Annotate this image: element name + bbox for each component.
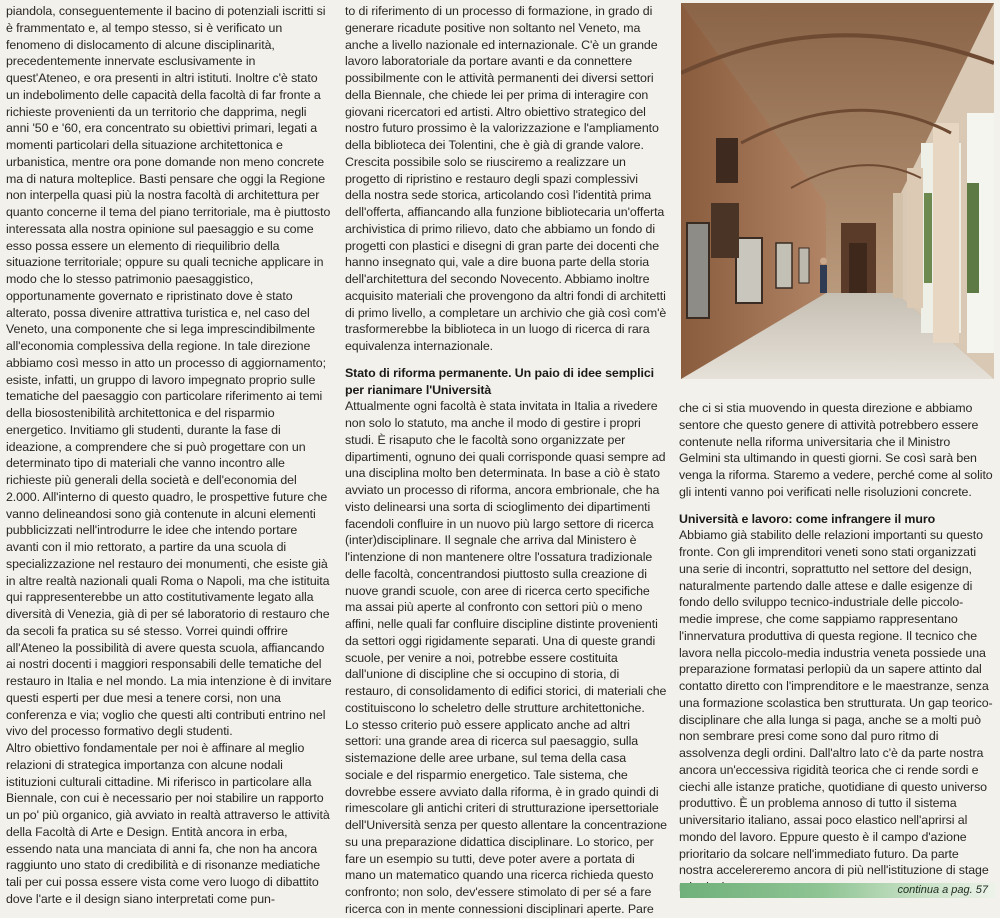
section-heading: Università e lavoro: come infrangere il muro bbox=[679, 511, 936, 526]
text-column-3 bbox=[679, 400, 993, 896]
continued-bar bbox=[680, 883, 996, 898]
paragraph: to di riferimento di un processo di formazione, in grado di generare ricadute positive non soltanto nel Veneto, ma anche a livello nazionale ed internazionale. C'è un grande lavoro laboratoriale da portare avanti e da connettere possibilmente con le attività permanenti dei diversi settori della Biennale, che chiede lei per prima di interagire con giovani ricercatori ed artisti. Altro obiettivo strategico del nostro futuro prossimo è la valorizzazione e l'ampliamento della biblioteca dei Tolentini, che è già di grande valore. Crescita possibile solo se riusciremo a realizzare un progetto di ripristino e restauro degli spazi complessivi della nostra sede storica, articolando così l'identità prima dell'offerta, affiancando alla funzione bibliotecaria un'offerta archivistica di primo rilievo, dato che abbiamo un fondo di progetti con plastici e disegni di gran parte dei docenti che hanno insegnato qui, vale a dire buona parte della storia dell'architettura del secondo Novecento. Abbiamo inoltre acquisito materiali che provengono da altri fondi di architetti di primo livello, a completare un archivio che già così com'è trasformerebbe la biblioteca in un luogo di ricerca di rara equivalenza internazionale. bbox=[345, 4, 667, 353]
paragraph: piandola, conseguentemente il bacino di potenziali iscritti si è frammentato e, al tempo stesso, si è verificato un fenomeno di dislocamento di alcune disciplinarità, precedentemente innervate esclusivamente in quest'Ateneo, e ora presenti in altri istituti. Inoltre c'è stato un indebolimento delle capacità della facoltà di far fronte a richieste provenienti da un territorio che dapprima, negli anni '50 e '60, era concentrato su obiettivi primari, legati a momenti particolari della situazione architettonica e urbanistica, mentre ora pone domande non meno concrete ma di natura molteplice. Basti pensare che oggi la Regione non interpella quasi più la nostra facoltà di architettura per quanto concerne il tema del piano territoriale, ma è piuttosto interessata alla nostra opinione sul paesaggio e su come esso possa essere un elemento di riequilibrio della situazione territoriale; oppure su quali tecniche applicare in modo che lo stesso patrimonio paesaggistico, opportunamente governato e ripristinato dove è stato alterato, possa divenire attrattiva turistica e, nel caso del Veneto, una componente che si lega imprescindibilmente all'economia complessiva della regione. In tale direzione abbiamo così messo in atto un processo di aggiornamento; esiste, infatti, un gruppo di lavoro impegnato proprio sulle tematiche del paesaggio con particolare riferimento ai temi della biosostenibilità architettonica e del risparmio energetico. Invitiamo gli studenti, durante la fase di ideazione, a comprendere che si può progettare con un determinato tipo di materiali che vanno incontro alle richieste più generali della società e dell'economia del 2.000. All'interno di questo quadro, le prospettive future che vanno delineandosi sono già contenute in alcuni elementi pubblicizzati nell'introdurre le idee che intendo portare avanti con il mio rettorato, a partire da una scuola di specializzazione nel restauro dei monumenti, che esiste già in altre realtà nazionali quali Roma o Napoli, ma che istituita qui rappresenterebbe un atto costitutivamente legato alla diversità di Venezia, già di per sé laboratorio di restauro che da secoli fa pratica su sé stesso. Vorrei quindi offrire all'Ateneo la possibilità di avere questa scuola, affiancando ai nostri docenti i maggiori responsabili delle tematiche del restauro in Italia e nel mondo. La mia intenzione è di invitare questi esperti per due mesi a tenere corsi, non una conferenza e via; voglio che questi alti contributi entrino nel vivo del processo formativo degli studenti. bbox=[6, 4, 332, 739]
paragraph: Altro obiettivo fondamentale per noi è affinare al meglio relazioni di strategica importanza con alcune nodali istituzioni culturali cittadine. Mi riferisco in particolare alla Biennale, con cui è necessario per noi stabilire un rapporto un po' più organico, già avviato in realtà attraverso le attività della Facoltà di Arte e Design. Entità ancora in erba, essendo nata una manciata di anni fa, che non ha ancora raggiunto uno stato di credibilità e di risonanze mediatiche tali per cui possa essere vista come vero luogo di dibattito dove l'arte e il design siano interpretati come pun- bbox=[6, 741, 330, 906]
section-heading: Stato di riforma permanente. Un paio di idee semplici per rianimare l'Università bbox=[345, 365, 655, 397]
continued-on-page-link[interactable]: continua a pag. 57 bbox=[897, 884, 988, 896]
portico-photo bbox=[681, 3, 994, 379]
text-column-2 bbox=[345, 3, 667, 918]
paragraph: che ci si stia muovendo in questa direzione e abbiamo sentore che questo genere di attività potrebbero essere contenute nella riforma universitaria che il Ministro Gelmini sta ultimando in questi giorni. Se così sarà ben venga la riforma. Staremo a vedere, perché come al solito gli intenti vanno poi verificati nelle risoluzioni concrete. bbox=[679, 401, 993, 499]
paragraph: Lo stesso criterio può essere applicato anche ad altri settori: una grande area di ricerca sul paesaggio, sulla sistemazione delle aree urbane, sul tema della casa sociale e del risparmio energetico. Tale sistema, che dovrebbe essere avviato dalla riforma, è in grado quindi di rimescolare gli antichi criteri di strutturazione ipersettoriale dell'Università senza per questo allentare la concentrazione su una preparazione didattica disciplinare. Lo storico, per fare un esempio su tutti, deve poter avere a portata di mano un matematico quando una ricerca richieda questo confronto; non solo, dev'essere stimolato di per sé a fare ricerca con in mente connessioni disciplinari aperte. Pare bbox=[345, 717, 667, 916]
paragraph: Abbiamo già stabilito delle relazioni importanti su questo fronte. Con gli imprenditori veneti sono stati organizzati una serie di incontri, soprattutto nel settore del design, naturalmente partendo dalle attese e dalle esigenze di fondo dello sviluppo tecnico-industriale delle piccolo-medie imprese, che come sappiamo rappresentano l'innervatura produttiva di questa regione. Il tecnico che lavora nella piccolo-media industria veneta possiede una preparazione formatasi perlopiù da un sapere attinto dal contatto diretto con l'imprenditore e le maestranze, senza una formazione scolastica ben strutturata. Un gap teorico-disciplinare che alla lunga si paga, anche se a molti può non sembrare presi come sono dal puro ritmo di assolvenza degli ordini. Dall'altro lato c'è da parte nostra ancora un'eccessiva rigidità teorica che ci rende sordi e ciechi alle istanze pratiche, quotidiane di questo universo produttivo. È un problema annoso di tutto il sistema universitario italiano, assai poco elastico nell'aprirsi al mondo del lavoro. Eppure questo è il campo d'azione prioritario da solcare nell'immediato futuro. Da parte nostra accelereremo ancora di più nell'istituzione di stage bbox=[679, 528, 993, 878]
paragraph: Attualmente ogni facoltà è stata invitata in Italia a rivedere non solo lo statuto, ma anche il modo di gestire i propri studi. È risaputo che le facoltà sono organizzate per dipartimenti, ognuno dei quali corrisponde quasi sempre ad una disciplina molto ben determinata. In base a ciò è stato avviato un processo di riforma, ancora embrionale, che ha visto delinearsi una sorta di scioglimento dei dipartimenti facendoli confluire in un nuovo più largo settore di ricerca (inter)disciplinare. Il segnale che arriva dal Ministero è l'intenzione di non mantenere oltre l'ossatura tradizionale delle facoltà, concentrandosi piuttosto sulla creazione di nuove grandi scuole, con aree di ricerca certo specifiche ma assai più aperte al confronto con settori più o meno affini, nelle quali far confluire discipline distinte provenienti da settori oggi rigidamente separati. Una di queste grandi scuole, per venire a noi, potrebbe essere costituita dall'unione di discipline che si occupino di storia, di restauro, di consolidamento di edifici storici, di materiali che costituiscono lo scheletro delle strutture architettoniche. bbox=[345, 399, 667, 715]
text-column-1 bbox=[6, 3, 332, 908]
